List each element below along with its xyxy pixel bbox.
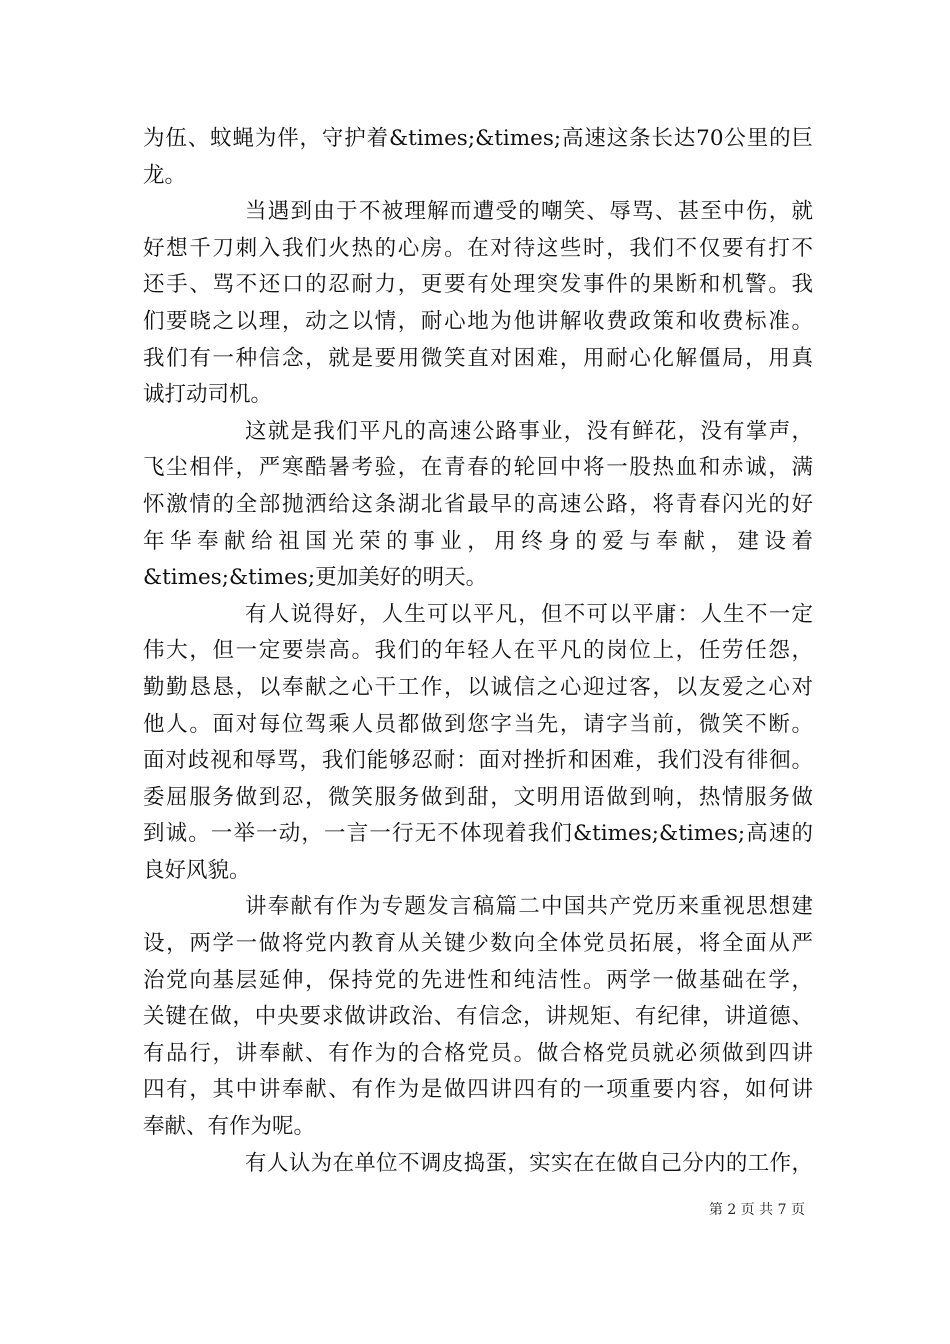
text-line: 当遇到由于不被理解而遭受的嘲笑、辱骂、甚至中伤，就 [245,199,813,225]
text-line: 设，两学一做将党内教育从关键少数向全体党员拓展，将全面从严 [143,931,813,957]
text-line: 讲奉献有作为专题发言稿篇二中国共产党历来重视思想建 [245,894,813,920]
page-number: 第 2 页 共 7 页 [708,1202,805,1218]
text-line: 们要晓之以理，动之以情，耐心地为他讲解收费政策和收费标准。 [143,308,813,334]
text-line: 勤勤恳恳，以奉献之心干工作，以诚信之心迎过客，以友爱之心对 [143,674,813,700]
document-body [143,121,813,1182]
text-line: 诚打动司机。 [143,382,273,408]
text-line: 面对歧视和辱骂，我们能够忍耐：面对挫折和困难，我们没有徘徊。 [143,748,813,774]
text-line: 有人说得好，人生可以平凡，但不可以平庸：人生不一定 [245,601,813,627]
text-line: 年华奉献给祖国光荣的事业，用终身的爱与奉献，建设着 [143,528,813,554]
text-line: 龙。 [143,162,187,188]
text-line: 好想千刀刺入我们火热的心房。在对待这些时，我们不仅要有打不 [143,235,813,261]
text-line: 飞尘相伴，严寒酷暑考验，在青春的轮回中将一股热血和赤诚，满 [143,455,813,481]
text-line: 我们有一种信念，就是要用微笑直对困难，用耐心化解僵局，用真 [143,345,813,371]
text-line: 这就是我们平凡的高速公路事业，没有鲜花，没有掌声， [245,418,813,444]
text-line: 怀激情的全部抛洒给这条湖北省最早的高速公路，将青春闪光的好 [143,491,813,517]
text-line: 委屈服务做到忍，微笑服务做到甜，文明用语做到响，热情服务做 [143,784,813,810]
text-line: 关键在做，中央要求做讲政治、有信念，讲规矩、有纪律，讲道德、 [143,1004,813,1030]
text-line: 到诚。一举一动，一言一行无不体现着我们&times;&times;高速的 [143,821,813,847]
text-line: &times;&times;更加美好的明天。 [143,565,488,591]
text-line: 有人认为在单位不调皮捣蛋，实实在在做自己分内的工作， [245,1150,813,1176]
text-line: 伟大，但一定要崇高。我们的年轻人在平凡的岗位上，任劳任怨， [143,638,813,664]
text-line: 有品行，讲奉献、有作为的合格党员。做合格党员就必须做到四讲 [143,1040,813,1066]
text-line: 良好风貌。 [143,857,251,883]
text-line: 四有，其中讲奉献、有作为是做四讲四有的一项重要内容，如何讲 [143,1077,813,1103]
text-line: 还手、骂不还口的忍耐力，更要有处理突发事件的果断和机警。我 [143,272,813,298]
text-line: 奉献、有作为呢。 [143,1114,316,1140]
text-line: 治党向基层延伸，保持党的先进性和纯洁性。两学一做基础在学， [143,967,813,993]
text-line: 他人。面对每位驾乘人员都做到您字当先，请字当前，微笑不断。 [143,711,813,737]
text-line: 为伍、蚊蝇为伴，守护着&times;&times;高速这条长达70公里的巨 [143,126,813,151]
